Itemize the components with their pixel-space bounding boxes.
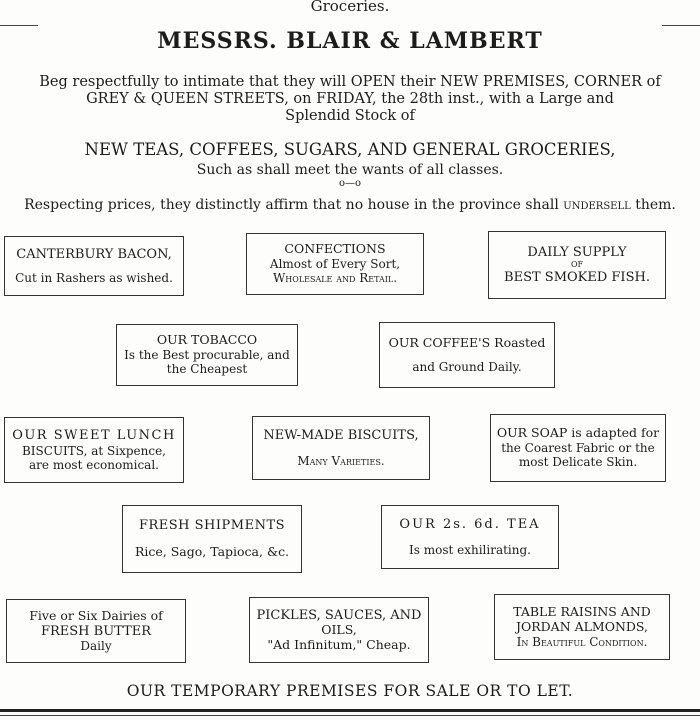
box-pickles	[249, 597, 429, 663]
box-lunch-sub: are most economical.	[29, 457, 159, 472]
footer-rule-thick	[0, 709, 700, 712]
box-lunch-title: OUR SWEET LUNCH	[12, 428, 176, 444]
prices-line	[0, 197, 700, 213]
box-coffee	[379, 322, 555, 388]
prices-text: Respecting prices, they distinctly affirm that no house in the province shall	[24, 197, 559, 213]
box-confections-sub: Wholesale and Retail.	[272, 271, 398, 286]
stock-heading: NEW TEAS, COFFEES, SUGARS, AND GENERAL GROCERIES,	[84, 140, 616, 159]
box-biscuits-text: Many Varieties.	[297, 453, 385, 468]
box-sweet-lunch	[4, 417, 184, 483]
box-tea-title: OUR 2s. 6d. TEA	[399, 517, 541, 533]
section-heading: Groceries.	[310, 0, 390, 15]
box-coffee-title: OUR COFFEE'S Roasted	[388, 334, 546, 350]
box-butter-text: Five or Six Dairies of	[29, 607, 163, 623]
box-shipments-text: Rice, Sago, Tapioca, &c.	[134, 544, 290, 560]
box-raisins-sub: In Beautiful Condition.	[516, 634, 648, 649]
box-new-biscuits	[252, 416, 430, 480]
box-shipments-title: FRESH SHIPMENTS	[138, 517, 286, 533]
header-rule-left	[0, 25, 38, 26]
box-tobacco	[116, 324, 298, 386]
box-butter-sub: Daily	[80, 638, 112, 653]
box-confections	[246, 233, 424, 295]
box-tobacco-title: OUR TOBACCO	[156, 332, 258, 348]
box-soap-sub: most Delicate Skin.	[518, 455, 638, 470]
intro-line-3: Splendid Stock of	[285, 108, 415, 124]
header-rule-right	[662, 25, 700, 26]
box-shipments	[122, 505, 302, 573]
box-raisins	[494, 594, 670, 660]
intro-line-2: GREY & QUEEN STREETS, on FRIDAY, the 28th inst., with a Large and	[86, 91, 614, 107]
box-raisins-title: TABLE RAISINS AND	[513, 604, 651, 620]
footer-rule-thin	[0, 715, 700, 716]
box-pickles-sub: "Ad Infinitum," Cheap.	[267, 636, 411, 652]
box-bacon-title: CANTERBURY BACON,	[16, 247, 172, 263]
box-pickles-text: OILS,	[321, 621, 357, 637]
box-fish-text: BEST SMOKED FISH.	[504, 269, 650, 285]
box-butter	[6, 599, 186, 663]
intro-line-1: Beg respectfully to intimate that they will OPEN their NEW PREMISES, CORNER of	[39, 74, 661, 90]
box-tobacco-sub: the Cheapest	[166, 362, 248, 377]
box-tea	[381, 505, 559, 569]
box-soap-title: OUR SOAP is adapted for	[496, 425, 660, 441]
footer-line: OUR TEMPORARY PREMISES FOR SALE OR TO LET.	[126, 682, 574, 700]
box-lunch-text: BISCUITS, at Sixpence,	[21, 443, 166, 458]
box-canterbury-bacon	[4, 236, 184, 296]
firm-name: MESSRS. BLAIR & LAMBERT	[157, 28, 543, 54]
box-soap-text: the Coarest Fabric or the	[501, 441, 655, 456]
box-bacon-text: Cut in Rashers as wished.	[15, 270, 173, 285]
box-soap	[490, 414, 666, 482]
box-raisins-text: JORDAN ALMONDS,	[515, 618, 649, 634]
box-tea-text: Is most exhilirating.	[409, 542, 531, 557]
box-fish-of: OF	[570, 260, 584, 270]
box-butter-title: FRESH BUTTER	[40, 623, 152, 639]
ornament: o—o	[338, 178, 362, 189]
box-biscuits-title: NEW-MADE BISCUITS,	[263, 428, 419, 444]
intro-text	[0, 74, 700, 125]
box-fish-title: DAILY SUPPLY	[527, 244, 627, 260]
box-confections-title: CONFECTIONS	[284, 241, 386, 257]
box-confections-text: Almost of Every Sort,	[269, 257, 401, 272]
prices-emphasis: undersell	[563, 197, 631, 213]
prices-end: them.	[635, 197, 676, 213]
wants-line: Such as shall meet the wants of all classes.	[196, 162, 504, 178]
box-smoked-fish	[488, 231, 666, 299]
box-tobacco-text: Is the Best procurable, and	[124, 348, 290, 363]
box-pickles-title: PICKLES, SAUCES, AND	[256, 607, 422, 623]
box-coffee-text: and Ground Daily.	[412, 360, 522, 375]
